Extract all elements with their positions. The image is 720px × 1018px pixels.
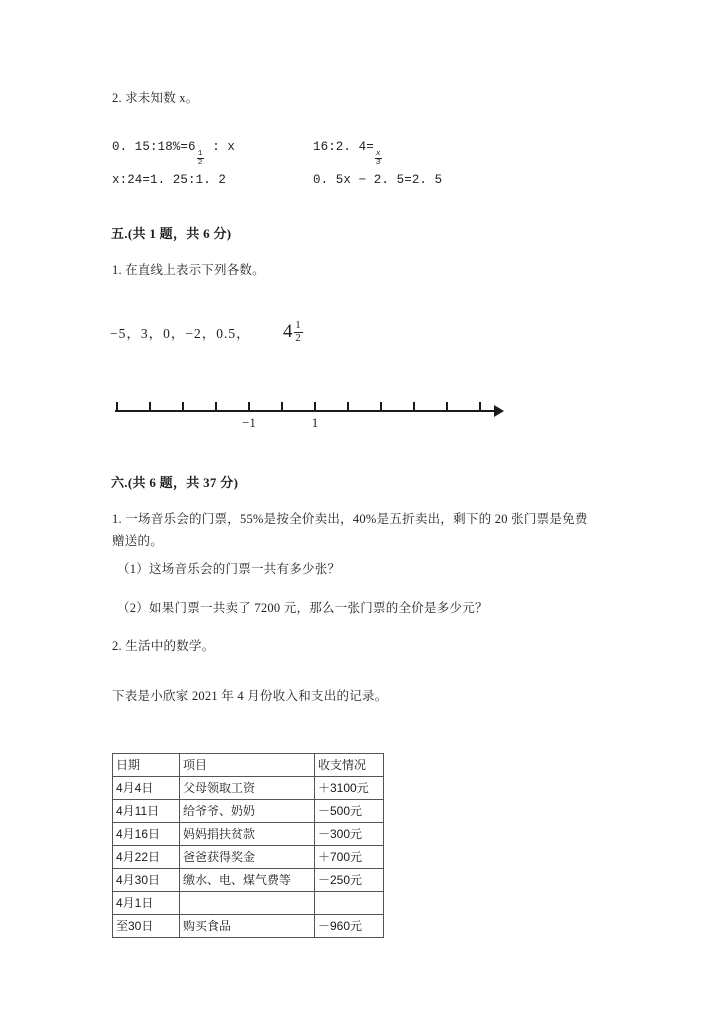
- equation-2-denominator: 3: [375, 159, 381, 168]
- table-cell-item: [180, 892, 315, 915]
- number-line-label-one: 1: [311, 415, 319, 430]
- table-cell-date: 4月30日: [113, 869, 180, 892]
- equation-1-rhs: : x: [204, 140, 236, 154]
- table-row: [113, 777, 384, 800]
- number-line-tick: [248, 402, 250, 411]
- section-five-question-label: 1. 在直线上表示下列各数。: [112, 263, 265, 277]
- table-cell-amount: －500元: [315, 800, 384, 823]
- table-cell-date: 4月4日: [113, 777, 180, 800]
- equation-3: x:24=1. 25:1. 2: [112, 173, 227, 187]
- question-solve-x-label: 2. 求未知数 x。: [112, 91, 199, 105]
- section-six-question-1-sub-2: （2）如果门票一共卖了 7200 元，那么一张门票的全价是多少元？: [117, 601, 488, 615]
- mixed-number-whole: 4: [283, 321, 293, 343]
- table-row: [113, 823, 384, 846]
- number-line-tick: [215, 402, 217, 411]
- number-line-tick: [182, 402, 184, 411]
- table-row: [113, 892, 384, 915]
- table-header-row: [113, 754, 384, 777]
- number-line-tick: [479, 402, 481, 411]
- table-cell-amount: －960元: [315, 915, 384, 938]
- table-cell-item: 妈妈捐扶贫款: [180, 823, 315, 846]
- mixed-number-denominator: 2: [295, 331, 301, 344]
- number-line-tick: [446, 402, 448, 411]
- number-line-tick: [116, 402, 118, 411]
- table-cell-amount: ＋3100元: [315, 777, 384, 800]
- number-line-tick: [149, 402, 151, 411]
- table-cell-item: 购买食品: [180, 915, 315, 938]
- number-line: [115, 398, 510, 438]
- equation-1-lhs: 0. 15:18%=6: [112, 140, 196, 154]
- number-line-tick: [413, 402, 415, 411]
- equation-2-numerator: x: [375, 150, 381, 159]
- table-cell-date: 4月1日: [113, 892, 180, 915]
- equation-1-numerator: 1: [197, 150, 203, 159]
- table-cell-item: 缴水、电、煤气费等: [180, 869, 315, 892]
- number-list: −5，3，0，−2，0.5，: [110, 326, 251, 341]
- table-cell-item: 父母领取工资: [180, 777, 315, 800]
- income-expense-table: [112, 753, 384, 938]
- section-six-question-2-label: 2. 生活中的数学。: [112, 639, 215, 653]
- number-line-label-negative-one: −1: [242, 415, 256, 430]
- section-six-heading: 六.(共 6 题，共 37 分): [111, 475, 239, 490]
- table-header-amount: 收支情况: [315, 754, 384, 777]
- equation-2-lhs: 16:2. 4=: [313, 140, 374, 154]
- table-row: [113, 800, 384, 823]
- number-line-tick: [314, 402, 316, 411]
- table-cell-amount: －300元: [315, 823, 384, 846]
- mixed-number-fraction: [294, 320, 303, 344]
- table-cell-amount: －250元: [315, 869, 384, 892]
- table-cell-item: 给爷爷、奶奶: [180, 800, 315, 823]
- number-line-axis: [115, 410, 495, 412]
- number-line-tick: [347, 402, 349, 411]
- table-cell-amount: ＋700元: [315, 846, 384, 869]
- table-row: [113, 915, 384, 938]
- number-line-tick: [281, 402, 283, 411]
- mixed-number-four-and-a-half: [283, 320, 304, 344]
- table-cell-amount: [315, 892, 384, 915]
- table-cell-item: 爸爸获得奖金: [180, 846, 315, 869]
- section-six-question-1-stem: 1. 一场音乐会的门票，55%是按全价卖出，40%是五折卖出，剩下的 20 张门票是免费赠送的。: [112, 512, 588, 548]
- table-row: [113, 846, 384, 869]
- equation-2: [313, 140, 383, 168]
- table-header-item: 项目: [180, 754, 315, 777]
- equation-1: [112, 140, 235, 168]
- mixed-number-numerator: 1: [295, 319, 301, 331]
- arrow-right-icon: [494, 405, 504, 417]
- section-six-question-1-sub-1: （1）这场音乐会的门票一共有多少张？: [117, 562, 341, 576]
- number-line-tick: [380, 402, 382, 411]
- equation-4: 0. 5x − 2. 5=2. 5: [313, 173, 443, 187]
- table-header-date: 日期: [113, 754, 180, 777]
- equation-1-denominator: 2: [197, 159, 203, 168]
- section-six-question-2-intro: 下表是小欣家 2021 年 4 月份收入和支出的记录。: [112, 689, 388, 703]
- section-five-heading: 五.(共 1 题，共 6 分): [111, 226, 232, 241]
- table-row: [113, 869, 384, 892]
- table-cell-date: 4月11日: [113, 800, 180, 823]
- table-cell-date: 4月22日: [113, 846, 180, 869]
- table-cell-date: 至30日: [113, 915, 180, 938]
- equation-2-fraction: [375, 150, 382, 167]
- table-cell-date: 4月16日: [113, 823, 180, 846]
- equation-1-fraction: [197, 150, 204, 167]
